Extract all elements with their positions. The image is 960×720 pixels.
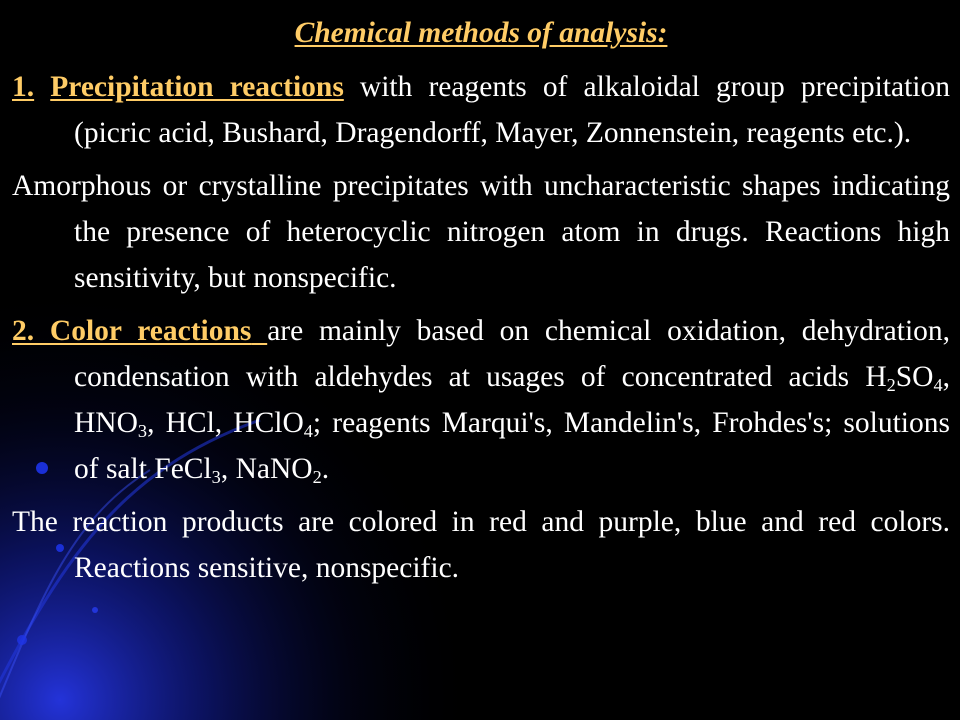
color-text-b: SO: [895, 361, 934, 393]
paragraph-color-reactions: [12, 308, 950, 492]
color-text-d: , HCl, HClO: [147, 407, 304, 439]
subscript: 2: [886, 375, 896, 396]
subscript: 2: [312, 467, 322, 488]
subscript: 3: [211, 467, 221, 488]
slide-content: [12, 10, 950, 598]
decor-dot: [17, 635, 27, 645]
heading-precipitation-reactions: Precipitation reactions: [50, 71, 344, 103]
color-text-g: .: [321, 453, 330, 485]
color-text-c: , HNO: [74, 361, 950, 439]
paragraph-reaction-products: The reaction products are colored in red and purple, blue and red colors. Reactions sensitive, nonspecific.: [12, 506, 950, 584]
color-text-a: are mainly based on chemical oxidation, dehydration, condensation with aldehydes at usages of concentrated acids H: [74, 315, 951, 393]
heading-color-reactions: 2. Color reactions: [12, 315, 252, 347]
paragraph-precipitation: [12, 64, 950, 156]
subscript: 4: [303, 421, 313, 442]
paragraph-amorphous: Amorphous or crystalline precipitates with uncharacteristic shapes indicating the presence of heterocyclic nitrogen atom in drugs. Reactions high sensitivity, but nonspecific.: [12, 170, 950, 294]
heading-underline-gap: [251, 315, 267, 347]
slide-title: Chemical methods of analysis:: [294, 17, 668, 49]
subscript: 3: [137, 421, 148, 442]
item-number-1: 1.: [12, 71, 35, 103]
color-text-e: ; reagents Marqui's, Mandelin's, Frohdes's; solutions of salt FeCl: [74, 407, 950, 485]
decor-dot: [92, 607, 98, 613]
subscript: 4: [933, 375, 943, 396]
color-text-f: , NaNO: [220, 453, 313, 485]
precipitation-text: with reagents of alkaloidal group precipitation (picric acid, Bushard, Dragendorff, Mayer, Zonnenstein, reagents etc.).: [74, 71, 950, 149]
